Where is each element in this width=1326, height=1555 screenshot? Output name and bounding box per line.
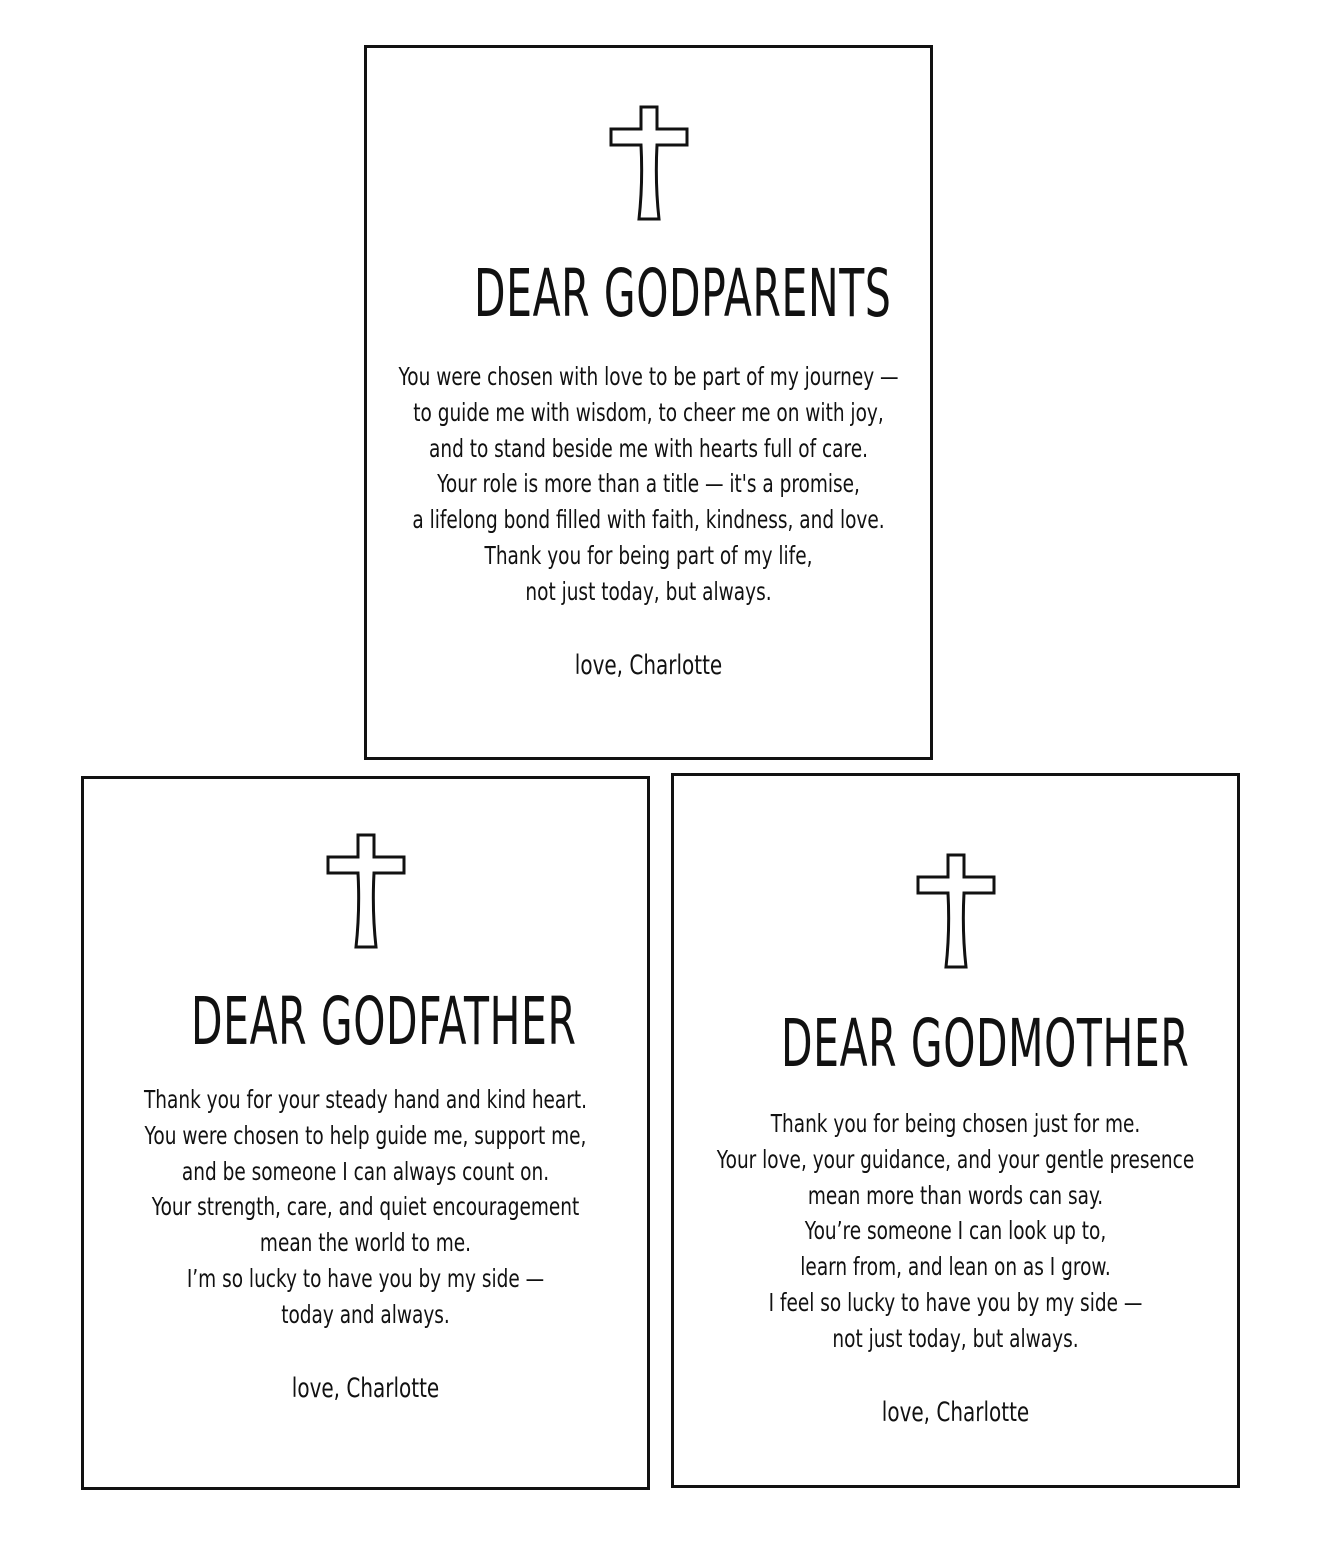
message-line: Your strength, care, and quiet encouragement bbox=[151, 1192, 580, 1222]
message-line: You were chosen to help guide me, support me, bbox=[144, 1120, 587, 1150]
card-message bbox=[113, 1082, 618, 1406]
card-message bbox=[396, 359, 901, 683]
godmother-card bbox=[671, 773, 1240, 1488]
cross-icon bbox=[609, 105, 689, 221]
message-line: mean the world to me. bbox=[259, 1228, 472, 1258]
message-line: You’re someone I can look up to, bbox=[804, 1216, 1107, 1246]
card-title: DEAR GODPARENTS bbox=[473, 255, 892, 332]
message-line: today and always. bbox=[281, 1299, 450, 1329]
message-line: mean more than words can say. bbox=[807, 1180, 1104, 1210]
card-title: DEAR GODFATHER bbox=[190, 983, 577, 1060]
signature: love, Charlotte bbox=[574, 649, 723, 681]
message-line: I feel so lucky to have you by my side — bbox=[768, 1287, 1143, 1317]
godfather-card bbox=[81, 776, 650, 1490]
message-line: to guide me with wisdom, to cheer me on with joy, bbox=[413, 397, 884, 427]
message-line: Thank you for your steady hand and kind heart. bbox=[143, 1085, 588, 1114]
message-line: Thank you for being chosen just for me. bbox=[770, 1109, 1141, 1138]
message-line: not just today, but always. bbox=[832, 1323, 1079, 1353]
godparents-card bbox=[364, 45, 933, 760]
message-line: learn from, and lean on as I grow. bbox=[800, 1252, 1111, 1282]
message-line: Your love, your guidance, and your gentle presence bbox=[716, 1144, 1195, 1174]
message-line: not just today, but always. bbox=[525, 576, 772, 606]
message-line: and be someone I can always count on. bbox=[181, 1156, 550, 1186]
message-line: a lifelong bond filled with faith, kindness, and love. bbox=[412, 505, 885, 535]
cross-icon bbox=[326, 833, 406, 949]
message-line: You were chosen with love to be part of my journey — bbox=[398, 362, 899, 391]
signature: love, Charlotte bbox=[291, 1372, 440, 1404]
message-line: I’m so lucky to have you by my side — bbox=[186, 1263, 545, 1293]
message-line: Thank you for being part of my life, bbox=[484, 540, 813, 570]
card-message bbox=[703, 1106, 1208, 1430]
message-line: Your role is more than a title — it's a promise, bbox=[437, 469, 860, 499]
signature: love, Charlotte bbox=[881, 1396, 1030, 1428]
message-line: and to stand beside me with hearts full of care. bbox=[429, 433, 868, 463]
cross-icon bbox=[916, 853, 996, 969]
card-title: DEAR GODMOTHER bbox=[780, 1005, 1190, 1082]
